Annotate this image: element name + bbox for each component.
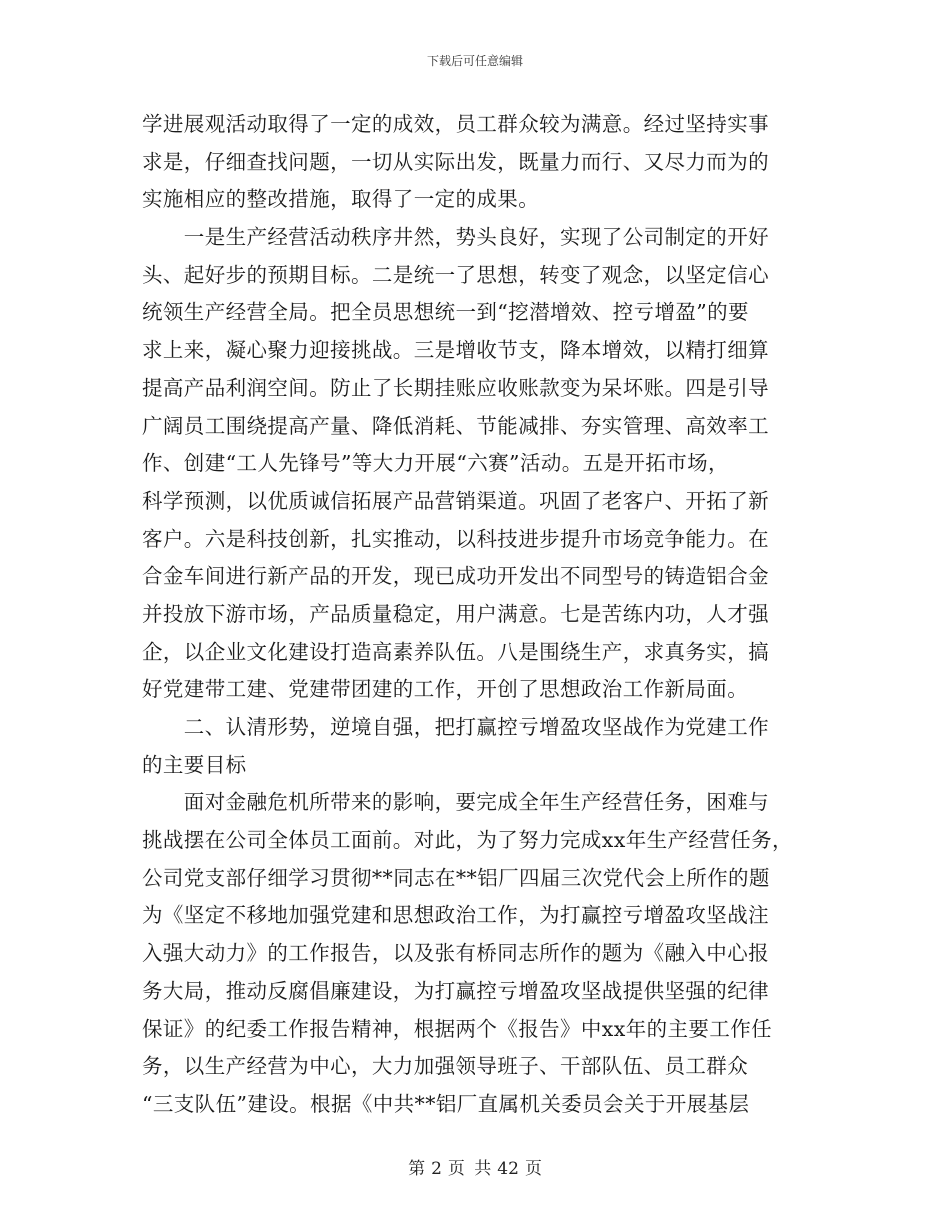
footer-prefix: 第: [408, 1159, 426, 1179]
text-line: 挑战摆在公司全体员工面前。对此，为了努力完成xx年生产经营任务，: [142, 828, 793, 853]
text-line: 实施相应的整改措施，取得了一定的成果。: [142, 187, 540, 212]
text-line: 科学预测，以优质诚信拓展产品营销渠道。巩固了老客户、开拓了新: [142, 488, 769, 513]
text-line: 务，以生产经营为中心，大力加强领导班子、干部队伍、员工群众: [142, 1054, 749, 1079]
text-line: 统领生产经营全局。把全员思想统一到“挖潜增效、控亏增盈”的要: [142, 300, 749, 325]
page-footer: [0, 1154, 950, 1179]
text-line: 好党建带工建、党建带团建的工作，开创了思想政治工作新局面。: [142, 677, 749, 702]
text-line: 一是生产经营活动秩序井然，势头良好，实现了公司制定的开好: [142, 225, 769, 250]
text-line: 求是，仔细查找问题，一切从实际出发，既量力而行、又尽力而为的: [142, 149, 769, 174]
section-heading-line: 的主要目标: [142, 752, 247, 777]
text-line: 头、起好步的预期目标。二是统一了思想，转变了观念，以坚定信心: [142, 262, 769, 287]
text-line: 提高产品利润空间。防止了长期挂账应收账款变为呆坏账。四是引导: [142, 375, 769, 400]
text-line: 企，以企业文化建设打造高素养队伍。八是围绕生产，求真务实，搞: [142, 639, 769, 664]
text-line: 为《坚定不移地加强党建和思想政治工作，为打赢控亏增盈攻坚战注: [142, 903, 769, 928]
text-line: 入强大动力》的工作报告，以及张有桥同志所作的题为《融入中心报: [142, 941, 769, 966]
page-header-note: 下载后可任意编辑: [426, 54, 523, 68]
text-line: 面对金融危机所带来的影响，要完成全年生产经营任务，困难与: [142, 790, 769, 815]
text-line: 公司党支部仔细学习贯彻**同志在**铝厂四届三次党代会上所作的题: [142, 865, 770, 890]
footer-suffix: 页: [524, 1159, 542, 1179]
text-line: 客户。六是科技创新，扎实推动，以科技进步提升市场竞争能力。在: [142, 526, 769, 551]
text-line: 务大局，推动反腐倡廉建设，为打赢控亏增盈攻坚战提供坚强的纪律: [142, 978, 769, 1003]
section-heading-line: 二、认清形势，逆境自强，把打赢控亏增盈攻坚战作为党建工作: [142, 715, 769, 739]
total-page-count: 42: [497, 1159, 519, 1179]
current-page-number: 2: [431, 1159, 442, 1179]
text-line: 求上来，凝心聚力迎接挑战。三是增收节支，降本增效，以精打细算: [142, 338, 769, 363]
document-body: [142, 106, 802, 1124]
text-line: 学进展观活动取得了一定的成效，员工群众较为满意。经过坚持实事: [142, 112, 769, 136]
text-line: 合金车间进行新产品的开发，现已成功开发出不同型号的铸造铝合金: [142, 564, 769, 589]
text-line: 广阔员工围绕提高产量、降低消耗、节能减排、夯实管理、高效率工: [142, 413, 769, 438]
text-line: “三支队伍”建设。根据《中共**铝厂直属机关委员会关于开展基层: [142, 1091, 750, 1116]
footer-middle: 页 共: [447, 1159, 492, 1179]
text-line: 作、创建“工人先锋号”等大力开展“六赛”活动。五是开拓市场，: [142, 451, 729, 476]
text-line: 保证》的纪委工作报告精神，根据两个《报告》中xx年的主要工作任: [142, 1016, 773, 1041]
text-line: 并投放下游市场，产品质量稳定，用户满意。七是苦练内功，人才强: [142, 601, 769, 626]
